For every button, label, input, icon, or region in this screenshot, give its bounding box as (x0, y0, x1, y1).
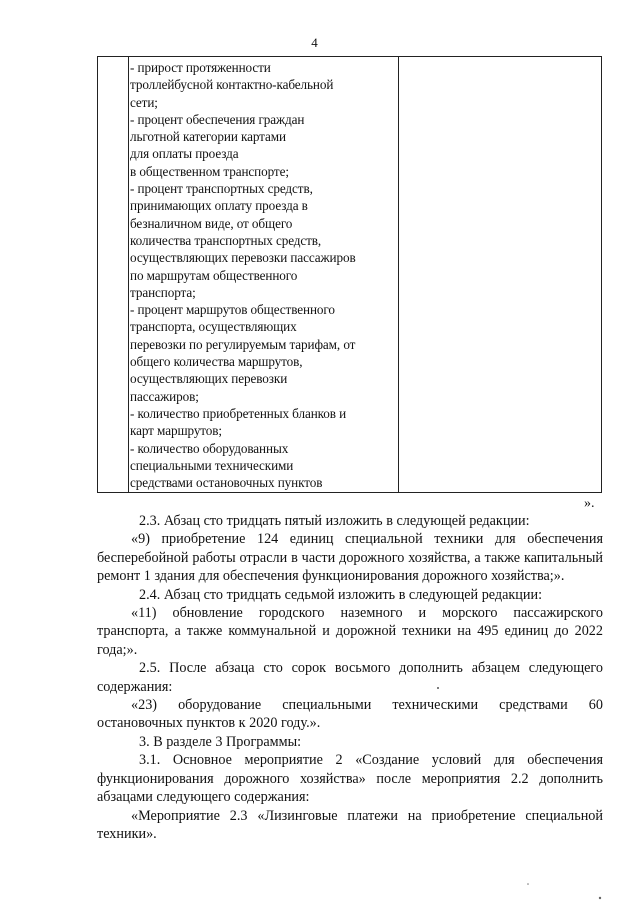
paragraph-2-5: 2.5. После абзаца сто сорок восьмого дополнить абзацем следующего содержания: (97, 660, 603, 695)
table-line: средствами остановочных пунктов (130, 475, 323, 491)
paragraph-2-3: 2.3. Абзац сто тридцать пятый изложить в следующей редакции: (139, 513, 530, 529)
table-line: принимающих оплату проезда в (130, 198, 308, 214)
table-line: транспорта; (130, 284, 196, 300)
table-line: осуществляющих перевозки пассажиров (130, 250, 356, 266)
table-line: - процент обеспечения граждан (130, 111, 305, 127)
table-column-values (399, 57, 601, 492)
table-column-indicators (129, 57, 399, 492)
table-line: специальными техническими (130, 457, 294, 473)
table-line: перевозки по регулируемым тарифам, от (130, 336, 356, 352)
indicators-table (97, 56, 602, 493)
table-line: для оплаты проезда (130, 146, 239, 162)
table-line: льготной категории картами (130, 129, 286, 145)
table-line: пассажиров; (130, 388, 199, 404)
paragraph-3-1: 3.1. Основное мероприятие 2 «Создание условий для обеспечения функционирования дорожного хозяйства» после мероприятия 2.2 дополнить абзацами следующего содержания: (97, 752, 603, 806)
table-line: общего количества маршрутов, (130, 354, 303, 370)
paragraph-item-9: «9) приобретение 124 единиц специальной техники для обеспечения бесперебойной работы отрасли в части дорожного хозяйства, а также капитальный ремонт 1 здания для обеспечения функционирования дорожного хозяйства;». (97, 531, 603, 585)
table-line: - количество оборудованных (130, 440, 289, 456)
table-line: количества транспортных средств, (130, 232, 322, 248)
table-line: транспорта, осуществляющих (130, 319, 297, 335)
paragraph-2-4: 2.4. Абзац сто тридцать седьмой изложить в следующей редакции: (139, 586, 543, 603)
document-body (97, 512, 603, 843)
closing-quote: ». (584, 496, 595, 511)
table-column-number (98, 57, 129, 492)
table-line: в общественном транспорте; (130, 163, 289, 179)
table-line: осуществляющих перевозки (130, 371, 288, 387)
table-line: карт маршрутов; (130, 423, 222, 439)
table-line: - процент транспортных средств, (130, 181, 313, 197)
page-number: 4 (311, 35, 318, 50)
paragraph-item-11: «11) обновление городского наземного и морского пассажирского транспорта, а также коммунальной и дорожной техники на 495 единиц до 2022 года;». (97, 605, 603, 658)
table-line: безналичном виде, от общего (130, 215, 293, 231)
paragraph-section-3: 3. В разделе 3 Программы: (139, 733, 302, 750)
paragraph-item-23: «23) оборудование специальными техническими средствами 60 остановочных пунктов к 2020 году.». (97, 697, 603, 732)
table-line: троллейбусной контактно-кабельной (130, 77, 334, 93)
table-line: - процент маршрутов общественного (130, 302, 335, 318)
table-line: - прирост протяженности (130, 60, 271, 75)
paragraph-measure-2-3: «Мероприятие 2.3 «Лизинговые платежи на приобретение специальной техники». (97, 807, 603, 842)
table-line: по маршрутам общественного (130, 267, 298, 283)
table-line: - количество приобретенных бланков и (130, 405, 347, 421)
table-line: сети; (130, 94, 158, 110)
